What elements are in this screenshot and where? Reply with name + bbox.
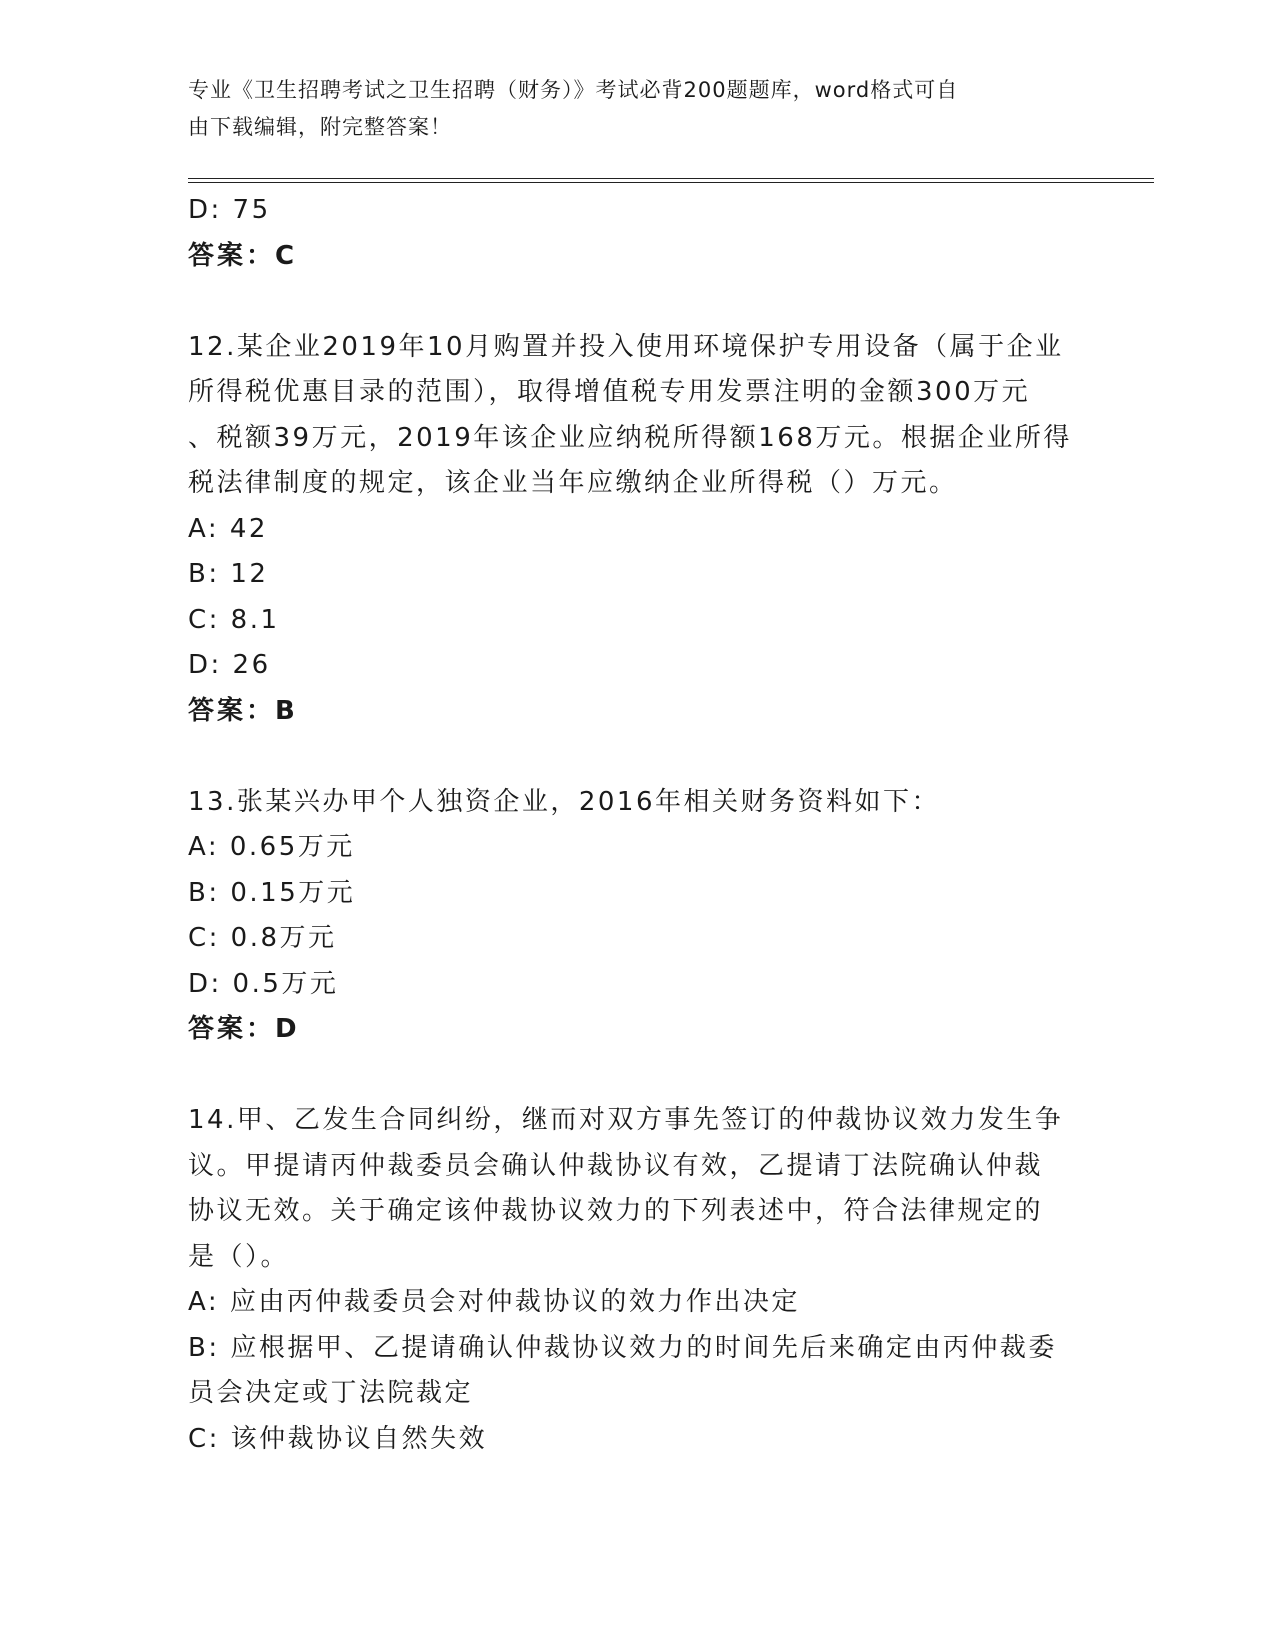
spacer — [188, 1053, 1088, 1099]
header-divider — [188, 178, 1154, 179]
answer: 答案：B — [188, 695, 298, 726]
question-13 — [188, 780, 1088, 1053]
option-b: B: 0.15万元 — [188, 877, 356, 908]
option-b: B: 12 — [188, 559, 269, 589]
header-divider — [188, 182, 1154, 183]
option-b-continued: 员会决定或丁法院裁定 — [188, 1378, 474, 1408]
question-text-line: 是（）。 — [188, 1241, 290, 1272]
question-text-line: 税法律制度的规定，该企业当年应缴纳企业所得税（）万元。 — [188, 468, 958, 498]
question-text-line: 议。甲提请丙仲裁委员会确认仲裁协议有效，乙提请丁法院确认仲裁 — [188, 1150, 1044, 1181]
option-a: A: 42 — [188, 513, 268, 544]
spacer — [188, 734, 1088, 780]
question-content — [188, 188, 1088, 1462]
question-text-line: 13.张某兴办甲个人独资企业，2016年相关财务资料如下： — [188, 786, 941, 817]
option-d: D: 0.5万元 — [188, 968, 339, 999]
option-a: A: 0.65万元 — [188, 832, 355, 862]
header-line: 专业《卫生招聘考试之卫生招聘（财务）》考试必背200题题库，word格式可自 — [188, 78, 959, 102]
question-text-line: 所得税优惠目录的范围），取得增值税专用发票注明的金额300万元 — [188, 377, 1031, 407]
page-header — [188, 72, 1068, 146]
question-12 — [188, 325, 1088, 735]
option-a: A: 应由丙仲裁委员会对仲裁协议的效力作出决定 — [188, 1287, 800, 1317]
option-c: C: 0.8万元 — [188, 923, 337, 953]
header-line: 由下载编辑，附完整答案！ — [188, 115, 452, 139]
question-14 — [188, 1098, 1088, 1462]
question-text-line: 协议无效。关于确定该仲裁协议效力的下列表述中，符合法律规定的 — [188, 1196, 1044, 1226]
option-d: D: 26 — [188, 650, 271, 680]
option-b: B: 应根据甲、乙提请确认仲裁协议效力的时间先后来确定由丙仲裁委 — [188, 1332, 1057, 1363]
question-text-line: 14.甲、乙发生合同纠纷，继而对双方事先签订的仲裁协议效力发生争 — [188, 1105, 1064, 1135]
option-c: C: 8.1 — [188, 604, 280, 635]
question-text-line: 、税额39万元，2019年该企业应纳税所得额168万元。根据企业所得 — [188, 422, 1072, 453]
option-c: C: 该仲裁协议自然失效 — [188, 1423, 488, 1454]
question-text-line: 12.某企业2019年10月购置并投入使用环境保护专用设备（属于企业 — [188, 331, 1064, 362]
answer: 答案：D — [188, 1014, 300, 1044]
answer: 答案：C — [188, 240, 298, 271]
option-d: D: 75 — [188, 195, 271, 225]
spacer — [188, 279, 1088, 325]
